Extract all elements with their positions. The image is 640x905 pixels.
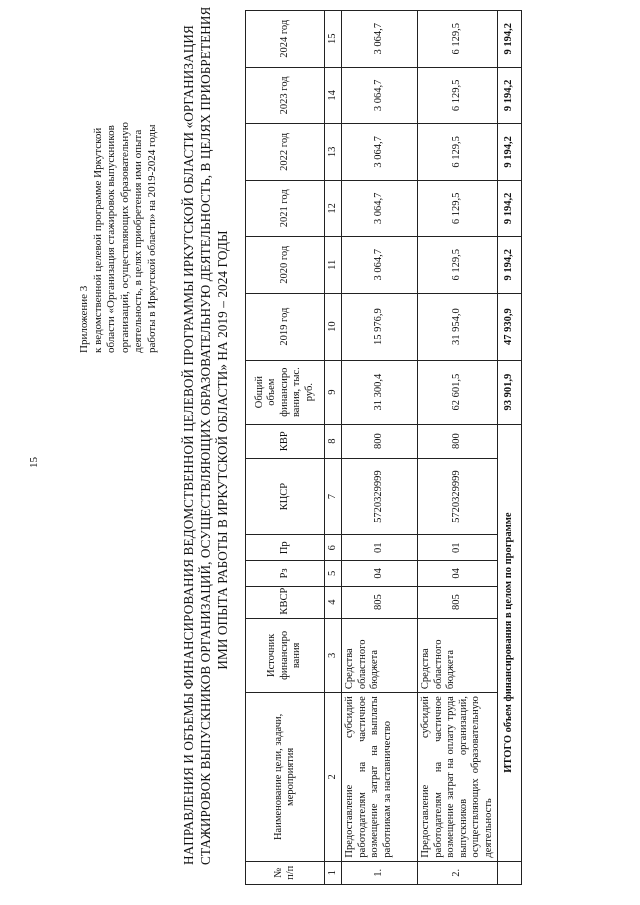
- title-line: НАПРАВЛЕНИЯ И ОБЪЕМЫ ФИНАНСИРОВАНИЯ ВЕДОМСТВЕННОЙ ЦЕЛЕВОЙ ПРОГРАММЫ ИРКУТСКОЙ ОБЛАСТИ «ОРГАНИЗАЦИЯ: [181, 25, 196, 865]
- pr-code: 01: [418, 535, 498, 561]
- year-amount: 47 930,9: [498, 293, 522, 360]
- col-number: 4: [325, 586, 342, 618]
- funding-source: Средства областного бюджета: [342, 618, 418, 693]
- header-row: [246, 11, 325, 885]
- col-number: 3: [325, 618, 342, 693]
- year-amount: 6 129,5: [418, 11, 498, 68]
- table-row: [342, 11, 418, 885]
- total-amount: 93 901,9: [498, 360, 522, 424]
- appendix-line: области «Организация стажировок выпускников: [105, 125, 118, 353]
- appendix-line: деятельность, в целях приобретения ими опыта: [132, 129, 145, 353]
- rz-code: 04: [342, 561, 418, 587]
- year-amount: 6 129,5: [418, 237, 498, 293]
- kcsr-code: 5720329999: [342, 458, 418, 535]
- col-number: 11: [325, 237, 342, 293]
- document-title: [180, 6, 231, 865]
- appendix-note: [78, 53, 160, 353]
- year-amount: 9 194,2: [498, 180, 522, 236]
- title-line: ИМИ ОПЫТА РАБОТЫ В ИРКУТСКОЙ ОБЛАСТИ» НА 2019 – 2024 ГОДЫ: [215, 230, 230, 670]
- funding-source: Средства областного бюджета: [418, 618, 498, 693]
- col-number: 14: [325, 67, 342, 123]
- col-header: Общий объем финансиро вания, тыс. руб.: [246, 360, 325, 424]
- kvsr-code: 805: [418, 586, 498, 618]
- col-number: 1: [325, 861, 342, 884]
- kvr-code: 800: [418, 424, 498, 458]
- col-number: 5: [325, 561, 342, 587]
- year-amount: 9 194,2: [498, 237, 522, 293]
- financing-table: [245, 10, 522, 885]
- col-header: Наименование цели, задачи, мероприятия: [246, 693, 325, 861]
- pr-code: 01: [342, 535, 418, 561]
- year-amount: 6 129,5: [418, 180, 498, 236]
- kcsr-code: 5720329999: [418, 458, 498, 535]
- col-header: 2019 год: [246, 293, 325, 360]
- page-number: 15: [28, 457, 40, 468]
- total-row: [498, 11, 522, 885]
- year-amount: 3 064,7: [342, 124, 418, 180]
- appendix-line: к ведомственной целевой программе Иркутской: [91, 127, 104, 353]
- col-number: 2: [325, 693, 342, 861]
- col-number: 6: [325, 535, 342, 561]
- col-number: 9: [325, 360, 342, 424]
- col-header: 2024 год: [246, 11, 325, 68]
- total-amount: 62 601,5: [418, 360, 498, 424]
- column-number-row: [325, 11, 342, 885]
- col-number: 7: [325, 458, 342, 535]
- year-amount: 9 194,2: [498, 124, 522, 180]
- kvr-code: 800: [342, 424, 418, 458]
- table-row: [418, 11, 498, 885]
- row-number: 1.: [342, 861, 418, 884]
- col-header: 2021 год: [246, 180, 325, 236]
- total-amount: 31 300,4: [342, 360, 418, 424]
- year-amount: 9 194,2: [498, 67, 522, 123]
- kvsr-code: 805: [342, 586, 418, 618]
- row-number: 2.: [418, 861, 498, 884]
- year-amount: 3 064,7: [342, 67, 418, 123]
- col-header: КЦСР: [246, 458, 325, 535]
- col-header: 2023 год: [246, 67, 325, 123]
- col-number: 12: [325, 180, 342, 236]
- col-number: 13: [325, 124, 342, 180]
- appendix-line: работы в Иркутской области» на 2019-2024 годы: [145, 124, 158, 353]
- col-header: Пр: [246, 535, 325, 561]
- col-header: 2022 год: [246, 124, 325, 180]
- appendix-line: организаций, осуществляющих образовательную: [118, 121, 131, 353]
- activity-name: Предоставление субсидий работодателям на частичное возмещение затрат на выплаты работникам за наставничество: [342, 693, 418, 861]
- activity-name: Предоставление субсидий работодателям на частичное возмещение затрат на оплату труда выпускников организаций, осуществляющих образовательную деятельность: [418, 693, 498, 861]
- year-amount: 9 194,2: [498, 11, 522, 68]
- col-number: 8: [325, 424, 342, 458]
- col-header: 2020 год: [246, 237, 325, 293]
- rz-code: 04: [418, 561, 498, 587]
- col-number: 15: [325, 11, 342, 68]
- title-line: СТАЖИРОВОК ВЫПУСКНИКОВ ОРГАНИЗАЦИЙ, ОСУЩЕСТВЛЯЮЩИХ ОБРАЗОВАТЕЛЬНУЮ ДЕЯТЕЛЬНОСТЬ, В ЦЕЛЯХ ПРИОБРЕТЕНИЯ: [198, 6, 213, 865]
- year-amount: 3 064,7: [342, 11, 418, 68]
- year-amount: 31 954,0: [418, 293, 498, 360]
- year-amount: 6 129,5: [418, 67, 498, 123]
- col-header: КВР: [246, 424, 325, 458]
- total-spacer: [498, 861, 522, 884]
- col-header: Источник финансиро вания: [246, 618, 325, 693]
- year-amount: 6 129,5: [418, 124, 498, 180]
- year-amount: 3 064,7: [342, 180, 418, 236]
- col-header: КВСР: [246, 586, 325, 618]
- appendix-line: Приложение 3: [78, 285, 90, 353]
- col-number: 10: [325, 293, 342, 360]
- total-label: ИТОГО объем финансирования в целом по программе: [498, 424, 522, 861]
- year-amount: 3 064,7: [342, 237, 418, 293]
- year-amount: 15 976,9: [342, 293, 418, 360]
- col-header: № п/п: [246, 861, 325, 884]
- col-header: Рз: [246, 561, 325, 587]
